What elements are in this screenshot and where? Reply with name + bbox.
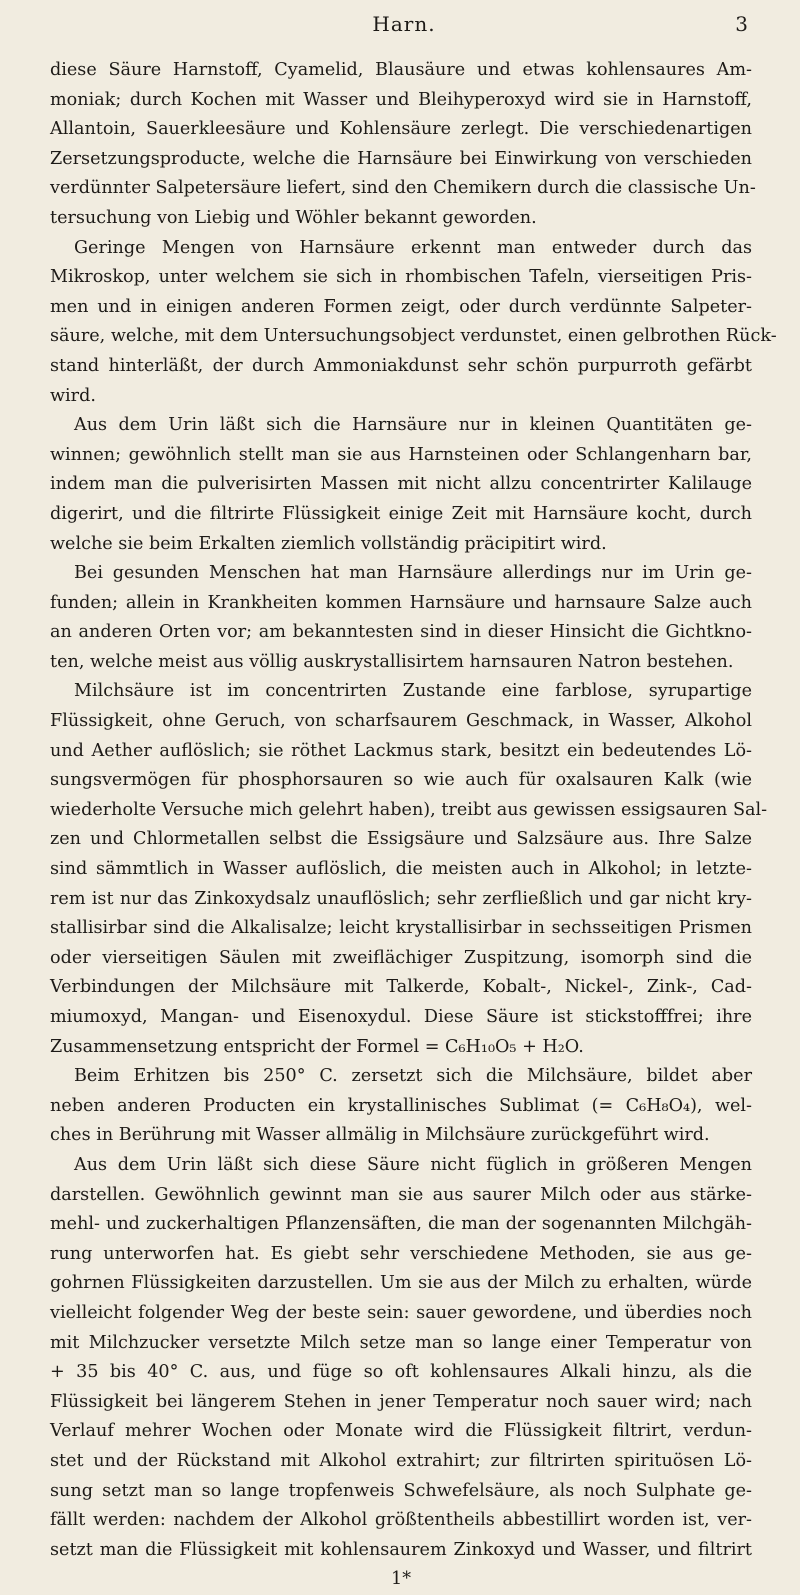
text-line: miumoxyd, Mangan- und Eisenoxydul. Diese Säure ist stickstofffrei; ihre <box>50 1007 752 1027</box>
text-line: + 35 bis 40° C. aus, und füge so oft kohlensaures Alkali hinzu, als die <box>50 1362 752 1383</box>
text-line: funden; allein in Krankheiten kommen Harnsäure und harnsaure Salze auch <box>50 592 752 613</box>
text-line: säure, welche, mit dem Untersuchungsobject verdunstet, einen gelbrothen Rück- <box>50 326 777 347</box>
text-line: Mikroskop, unter welchem sie sich in rhombischen Tafeln, vierseitigen Pris- <box>50 267 752 288</box>
text-line: Verbindungen der Milchsäure mit Talkerde, Kobalt-, Nickel-, Zink-, Cad- <box>50 977 752 998</box>
text-line: verdünnter Salpetersäure liefert, sind den Chemikern durch die classische Un- <box>50 178 756 199</box>
text-line: sind sämmtlich in Wasser auflöslich, die meisten auch in Alkohol; in letzte- <box>50 859 752 880</box>
text-line: gohrnen Flüssigkeiten darzustellen. Um sie aus der Milch zu erhalten, würde <box>50 1273 752 1294</box>
text-line: diese Säure Harnstoff, Cyamelid, Blausäure und etwas kohlensaures Am- <box>50 60 752 80</box>
text-line: Flüssigkeit bei längerem Stehen in jener Temperatur noch sauer wird; nach <box>50 1391 752 1412</box>
text-line: moniak; durch Kochen mit Wasser und Bleihyperoxyd wird sie in Harnstoff, <box>50 89 752 110</box>
text-line: Bei gesunden Menschen hat man Harnsäure allerdings nur im Urin ge- <box>74 563 752 584</box>
text-line: winnen; gewöhnlich stellt man sie aus Harnsteinen oder Schlangenharn bar, <box>50 444 752 465</box>
text-line: Beim Erhitzen bis 250° C. zersetzt sich die Milchsäure, bildet aber <box>74 1066 752 1087</box>
text-line: fällt werden: nachdem der Alkohol größtentheils abbestillirt worden ist, ver- <box>50 1510 752 1531</box>
text-line: und Aether auflöslich; sie röthet Lackmus stark, besitzt ein bedeutendes Lö- <box>50 740 752 761</box>
text-line: setzt man die Flüssigkeit mit kohlensaurem Zinkoxyd und Wasser, und filtrirt <box>50 1539 752 1560</box>
body-text <box>50 56 777 1595</box>
text-line: indem man die pulverisirten Massen mit nicht allzu concentrirter Kalilauge <box>50 474 752 495</box>
page-number: 3 <box>735 12 748 36</box>
text-line: Zersetzungsproducte, welche die Harnsäure bei Einwirkung von verschieden <box>50 148 752 169</box>
page-header <box>60 12 748 40</box>
text-line: wird. <box>50 385 96 406</box>
text-line: tersuchung von Liebig und Wöhler bekannt geworden. <box>50 207 537 228</box>
text-line: ten, welche meist aus völlig auskrystallisirtem harnsauren Natron bestehen. <box>50 651 734 672</box>
text-line: mehl- und zuckerhaltigen Pflanzensäften, die man der sogenannten Milchgäh- <box>50 1214 752 1235</box>
signature-mark: 1* <box>391 1569 411 1590</box>
text-line: zen und Chlormetallen selbst die Essigsäure und Salzsäure aus. Ihre Salze <box>50 829 752 850</box>
text-line: Milchsäure ist im concentrirten Zustande eine farblose, syrupartige <box>74 681 752 702</box>
text-line: rung unterworfen hat. Es giebt sehr verschiedene Methoden, sie aus ge- <box>50 1243 752 1264</box>
text-line: darstellen. Gewöhnlich gewinnt man sie aus saurer Milch oder aus stärke- <box>50 1184 752 1205</box>
text-line: sungsvermögen für phosphorsauren so wie auch für oxalsauren Kalk (wie <box>50 770 752 791</box>
text-line: rem ist nur das Zinkoxydsalz unauflöslich; sehr zerfließlich und gar nicht kry- <box>50 888 752 909</box>
text-line: Zusammensetzung entspricht der Formel = C₆H₁₀O₅ + H₂O. <box>50 1036 584 1057</box>
text-line: stallisirbar sind die Alkalisalze; leicht krystallisirbar in sechsseitigen Prismen <box>50 918 752 939</box>
text-line: stet und der Rückstand mit Alkohol extrahirt; zur filtrirten spirituösen Lö- <box>50 1450 752 1471</box>
text-line: stand hinterläßt, der durch Ammoniakdunst sehr schön purpurroth gefärbt <box>50 355 752 376</box>
text-line: Allantoin, Sauerkleesäure und Kohlensäure zerlegt. Die verschiedenartigen <box>50 119 752 140</box>
text-line: an anderen Orten vor; am bekanntesten sind in dieser Hinsicht die Gichtkno- <box>50 622 752 643</box>
text-line: oder vierseitigen Säulen mit zweiflächiger Zuspitzung, isomorph sind die <box>50 947 752 968</box>
text-line: welche sie beim Erkalten ziemlich vollständig präcipitirt wird. <box>50 533 607 554</box>
running-head: Harn. <box>372 12 436 36</box>
text-line: Verlauf mehrer Wochen oder Monate wird die Flüssigkeit filtrirt, verdun- <box>50 1421 752 1442</box>
text-line: Geringe Mengen von Harnsäure erkennt man entweder durch das <box>74 237 752 258</box>
text-line: Aus dem Urin läßt sich die Harnsäure nur in kleinen Quantitäten ge- <box>74 415 752 436</box>
text-line: men und in einigen anderen Formen zeigt, oder durch verdünnte Salpeter- <box>50 296 752 317</box>
text-line: mit Milchzucker versetzte Milch setze man so lange einer Temperatur von <box>50 1332 752 1353</box>
text-line: Flüssigkeit, ohne Geruch, von scharfsaurem Geschmack, in Wasser, Alkohol <box>50 711 752 732</box>
text-line: wiederholte Versuche mich gelehrt haben), treibt aus gewissen essigsauren Sal- <box>50 799 768 820</box>
text-line: digerirt, und die filtrirte Flüssigkeit einige Zeit mit Harnsäure kocht, durch <box>50 503 752 524</box>
text-line: neben anderen Producten ein krystallinisches Sublimat (= C₆H₈O₄), wel- <box>50 1095 752 1116</box>
text-line: Aus dem Urin läßt sich diese Säure nicht füglich in größeren Mengen <box>74 1154 752 1175</box>
text-line: vielleicht folgender Weg der beste sein: sauer gewordene, und überdies noch <box>50 1302 752 1323</box>
text-line: ches in Berührung mit Wasser allmälig in Milchsäure zurückgeführt wird. <box>50 1125 710 1146</box>
text-line: sung setzt man so lange tropfenweis Schwefelsäure, als noch Sulphate ge- <box>50 1480 752 1501</box>
